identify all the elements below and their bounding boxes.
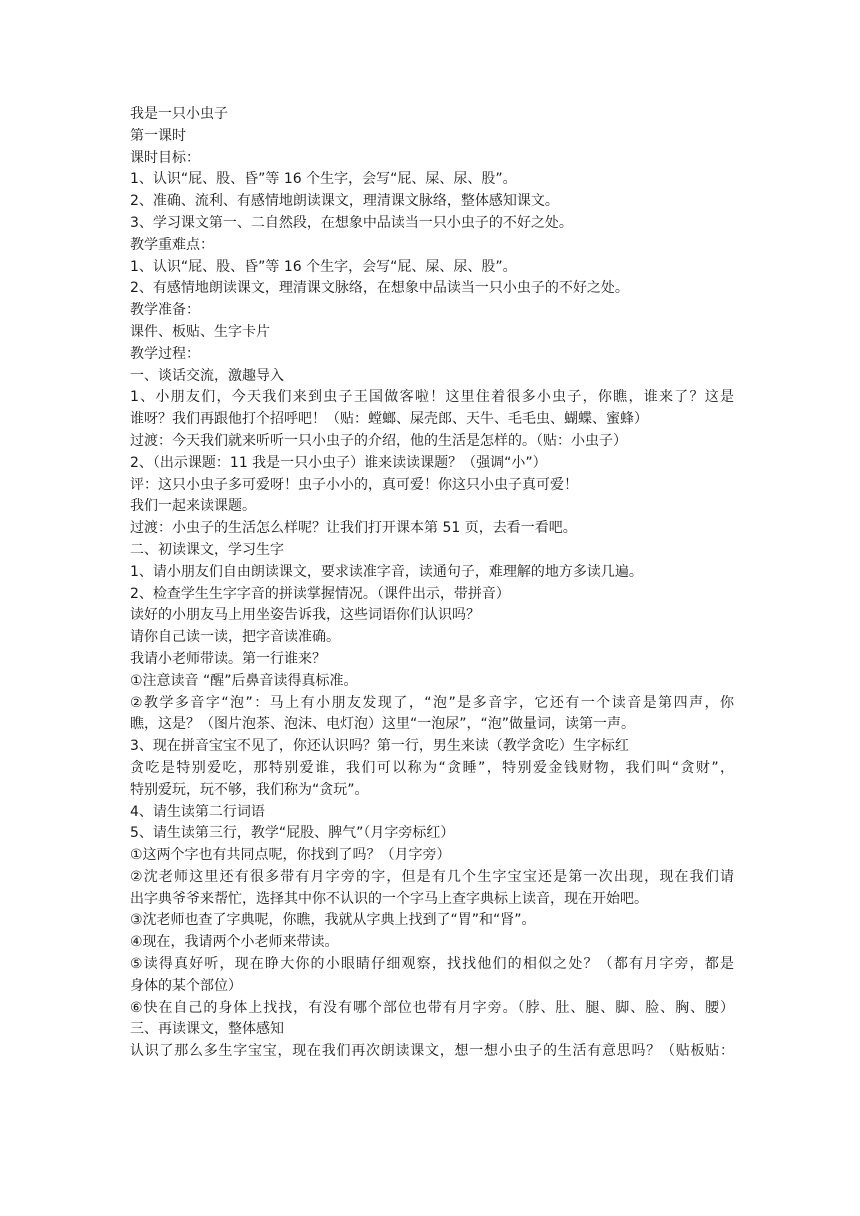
text-line: ①注意读音 “醒”后鼻音读得真标准。: [130, 672, 358, 689]
text-line: ③沈老师也查了字典呢，你瞧，我就从字典上找到了“胃”和“肾”。: [130, 912, 536, 929]
text-line: 4、请生读第二行词语: [130, 803, 265, 820]
text-line: 过渡：小虫子的生活怎么样呢？让我们打开课本第 51 页，去看一看吧。: [130, 520, 577, 537]
text-line: 瞧，这是？（图片泡茶、泡沫、电灯泡）这里“一泡尿”，“泡”做量词，读第一声。: [130, 716, 636, 733]
text-line: 特别爱玩，玩不够，我们称为“贪玩”。: [130, 781, 369, 798]
text-line: 2、（出示课题：11 我是一只小虫子）谁来读读课题？（强调“小”）: [130, 454, 547, 471]
text-line: 过渡：今天我们就来听听一只小虫子的介绍，他的生活是怎样的。（贴：小虫子）: [130, 432, 627, 449]
text-line: 5、请生读第三行，教学“屁股、脾气”（月字旁标红）: [130, 825, 455, 842]
text-line: ②教学多音字“泡”：马上有小朋友发现了，“泡”是多音字，它还有一个读音是第四声，你: [130, 694, 734, 711]
text-line: ①这两个字也有共同点呢，你找到了吗？（月字旁）: [130, 847, 451, 864]
text-line: 评：这只小虫子多可爱呀！虫子小小的，真可爱！你这只小虫子真可爱！: [130, 476, 578, 493]
text-line: 我请小老师带读。第一行谁来？: [130, 650, 326, 667]
text-line: 身体的某个部位）: [130, 977, 242, 994]
part-heading: 一、谈话交流，激趣导入: [130, 367, 284, 384]
section-heading: 教学准备：: [130, 302, 200, 319]
section-heading: 教学过程：: [130, 345, 200, 362]
text-line: 1、认识“屁、股、昏”等 16 个生字，会写“屁、屎、尿、股”。: [130, 258, 517, 275]
text-line: 出字典爷爷来帮忙，选择其中你不认识的一个字马上查字典标上读音，现在开始吧。: [130, 890, 648, 907]
text-line: 2、有感情地朗读课文，理清课文脉络，在想象中品读当一只小虫子的不好之处。: [130, 280, 629, 297]
section-heading: 课时目标：: [130, 149, 200, 166]
section-heading: 教学重难点：: [130, 236, 214, 253]
text-line: 2、准确、流利、有感情地朗读课文，理清课文脉络，整体感知课文。: [130, 193, 559, 210]
text-line: 1、认识“屁、股、昏”等 16 个生字，会写“屁、屎、尿、股”。: [130, 171, 517, 188]
text-line: 我们一起来读课题。: [130, 498, 256, 515]
text-line: 贪吃是特别爱吃，那特别爱谁，我们可以称为“贪睡”，特别爱金钱财物，我们叫“贪财”，: [130, 759, 734, 776]
text-line: ⑥快在自己的身体上找找，有没有哪个部位也带有月字旁。（脖、肚、腿、脚、脸、胸、腰）: [130, 999, 734, 1016]
text-line: ②沈老师这里还有很多带有月字旁的字，但是有几个生字宝宝还是第一次出现，现在我们请: [130, 868, 734, 885]
text-line: 3、学习课文第一、二自然段，在想象中品读当一只小虫子的不好之处。: [130, 214, 573, 231]
text-line: 请你自己读一读，把字音读准确。: [130, 629, 340, 646]
text-line: 读好的小朋友马上用坐姿告诉我，这些词语你们认识吗？: [130, 607, 480, 624]
document-page: [130, 104, 734, 1063]
text-line: 1、请小朋友们自由朗读课文，要求读准字音，读通句子，难理解的地方多读几遍。: [130, 563, 643, 580]
part-heading: 二、初读课文，学习生字: [130, 541, 284, 558]
text-line: ⑤读得真好听，现在睁大你的小眼睛仔细观察，找找他们的相似之处？（都有月字旁，都是: [130, 956, 734, 973]
part-heading: 三、再读课文，整体感知: [130, 1021, 284, 1038]
text-line: ④现在，我请两个小老师来带读。: [130, 934, 339, 951]
text-line: 课件、板贴、生字卡片: [130, 323, 270, 340]
doc-title: 我是一只小虫子: [130, 106, 228, 122]
text-line: 3、现在拼音宝宝不见了，你还认识吗？第一行，男生来读（教学贪吃）生字标红: [130, 738, 629, 755]
lesson-period: 第一课时: [130, 127, 186, 144]
text-line: 2、检查学生生字字音的拼读掌握情况。（课件出示，带拼音）: [130, 585, 510, 602]
text-line: 认识了那么多生字宝宝，现在我们再次朗读课文，想一想小虫子的生活有意思吗？（贴板贴：: [130, 1043, 734, 1060]
text-line: 谁呀？我们再跟他打个招呼吧！（贴：螳螂、屎壳郎、天牛、毛毛虫、蝴蝶、蜜蜂）: [130, 411, 648, 428]
text-line: 1、小朋友们，今天我们来到虫子王国做客啦！这里住着很多小虫子，你瞧，谁来了？这是: [130, 389, 734, 406]
